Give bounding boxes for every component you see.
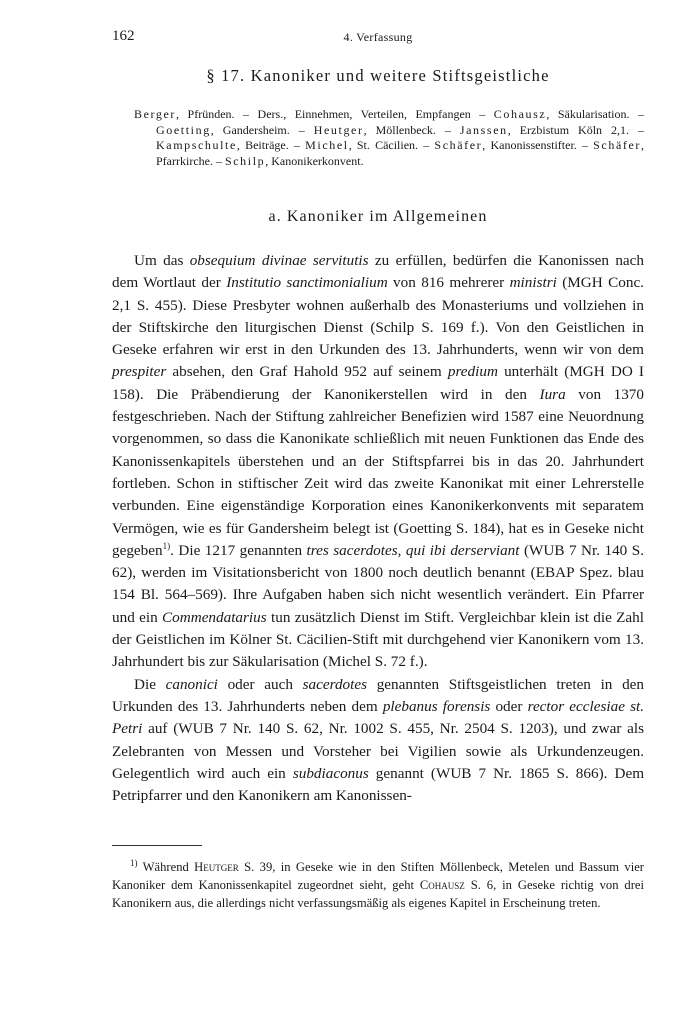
italic-term: sacerdotes <box>302 675 368 693</box>
bibliography-block <box>134 107 644 169</box>
text-run: Um das <box>134 252 190 269</box>
bib-title: , Beiträge. – <box>236 138 306 152</box>
italic-term: Iura <box>539 385 566 403</box>
text-run: zu erfüllen, bedürfen die Kanonissen nach dem Wortlaut der <box>112 252 645 292</box>
text-run: Während <box>137 860 195 874</box>
bib-author: Michel <box>305 138 349 152</box>
text-run: genannten Stiftsgeistlichen treten in den Urkunden des 13. Jahrhunderts neben dem <box>112 675 645 715</box>
bib-title: , Kanonissenstifter. – <box>482 138 594 152</box>
text-run: (MGH Conc. 2,1 S. 455). Diese Presbyter wohnen außerhalb des Monasteriums und vollziehen in der Stiftskirche den liturgischen Dienst (Schilp S. 169 f.). Von den Geistlichen in Geseke erfahren wir erst in den Urkunden des 13. Jahrhunderts, wenn wir von dem <box>112 274 644 359</box>
subsection-title: a. Kanoniker im Allgemeinen <box>268 208 488 225</box>
text-run: tun zusätzlich Dienst im Stift. Vergleichbar klein ist die Zahl der Geistlichen im Kölner St. Cäcilien-Stift mit durchgehend vier Kanonikern vom 13. Jahrhundert bis zur Säkularisation (Michel S. 72 f.). <box>112 608 644 671</box>
text-run: unterhält (MGH DO I 158). Die Präbendierung der Kanonikerstellen wird in den <box>112 363 644 403</box>
italic-term: subdiaconus <box>292 764 369 782</box>
italic-term: Commendatarius <box>162 608 267 626</box>
text-run: S. 39, in Geseke wie in den Stiften Möllenbeck, Metelen und Bassum vier Kanoniker dem Kanonissenkapitel zugeordnet sieht, geht <box>112 860 644 892</box>
section-title: § 17. Kanoniker und weitere Stiftsgeistliche <box>206 66 550 85</box>
bib-author: Kampschulte <box>156 138 237 152</box>
text-run: S. 6, in Geseke richtig von drei Kanonikern aus, die allerdings nicht verfassungsmäßig als eigenes Kapitel in Erscheinung treten. <box>112 878 644 910</box>
footnote <box>112 858 644 912</box>
text-run: absehen, den Graf Hahold 952 auf seinem <box>166 363 448 381</box>
footnote-marker: 1) <box>130 857 138 868</box>
bib-title: , Kanonikerkonvent. <box>265 153 364 168</box>
text-run: von 1370 festgeschrieben. Nach der Stiftung zahlreicher Benefizien wird 1587 eine Neuordnung vorgenommen, so dass die Kanonikate schließlich mit neuen Funktionen das Ende des Kanonissenkapitels überstehen und an der Stiftspfarrei bis in das 20. Jahrhundert fortleben. Schon in stiftischer Zeit wird das zweite Kanonikat mit einer Lehrerstelle verbunden. Eine eigenständige Korporation eines Kanonikerkonvents mit separatem Vermögen, wie es für Gandersheim belegt ist (Goetting S. 184), hat es in Geseke nicht gegeben <box>112 385 644 559</box>
text-run: . Die 1217 genannten <box>170 541 307 559</box>
italic-term: tres sacerdotes, qui ibi derserviant <box>306 541 520 559</box>
text-run: genannt (WUB 7 Nr. 1865 S. 866). Dem Petripfarrer und den Kanonikern am Kanonissen- <box>112 764 645 805</box>
text-run: Die <box>134 675 166 693</box>
bib-title: , Säkularisation. – <box>546 107 644 121</box>
italic-term: prespiter <box>112 363 167 381</box>
italic-term: plebanus forensis <box>382 697 491 715</box>
bib-author: Janssen <box>459 122 508 137</box>
text-run: oder <box>490 697 528 715</box>
paragraph <box>112 250 644 674</box>
text-run: auf (WUB 7 Nr. 140 S. 62, Nr. 1002 S. 455, Nr. 2504 S. 1203), und zwar als Zelebranten von Messen und Vorsteher bei Vigilien sowie als Urkundenzeugen. Gelegentlich wird auch ein <box>112 720 644 782</box>
bib-title: , Erzbistum Köln 2,1. – <box>507 122 644 137</box>
bib-author: Heutger <box>313 122 364 137</box>
bib-title: , Gandersheim. – <box>210 122 314 137</box>
bib-title: , Pfarrkirche. – <box>156 138 644 168</box>
bib-author: Cohausz <box>493 107 547 121</box>
italic-term: rector ecclesiae st. Petri <box>112 697 644 738</box>
page-header <box>112 28 644 48</box>
footnote-divider <box>112 845 202 846</box>
author-name: Heutger <box>194 860 239 874</box>
footnote-block <box>112 858 644 912</box>
bib-author: Berger <box>134 107 177 121</box>
italic-term: ministri <box>509 274 557 292</box>
italic-term: Institutio sanctimonialium <box>226 274 388 292</box>
text-run: oder auch <box>217 675 303 693</box>
bib-author: Schäfer <box>593 138 641 152</box>
bib-author: Schilp <box>224 153 266 168</box>
italic-term: predium <box>447 363 498 381</box>
bib-title: , St. Cäcilien. – <box>348 138 435 152</box>
body-text <box>112 250 644 807</box>
page-number: 162 <box>112 28 135 44</box>
italic-term: obsequium divinae servitutis <box>189 252 369 269</box>
author-name: Cohausz <box>419 878 465 892</box>
text-run: (WUB 7 Nr. 140 S. 62), werden im Visitationsbericht von 1800 noch deutlich benannt (EBAP Spez. blau 154 Bl. 564–569). Ihre Aufgaben haben sich nicht wesentlich verändert. Ein Pfarrer und ein <box>112 541 644 626</box>
italic-term: canonici <box>165 675 218 693</box>
text-run: von 816 mehrerer <box>387 274 510 292</box>
bibliography-list <box>134 107 644 169</box>
paragraph <box>112 674 644 808</box>
bib-title: , Pfründen. – Ders., Einnehmen, Verteilen, Empfangen – <box>176 107 494 121</box>
bib-author: Goetting <box>156 122 211 137</box>
bib-author: Schäfer <box>434 138 483 152</box>
bib-title: , Möllenbeck. – <box>363 122 460 137</box>
footnote-marker: 1) <box>162 540 171 551</box>
running-head: 4. Verfassung <box>343 30 413 44</box>
